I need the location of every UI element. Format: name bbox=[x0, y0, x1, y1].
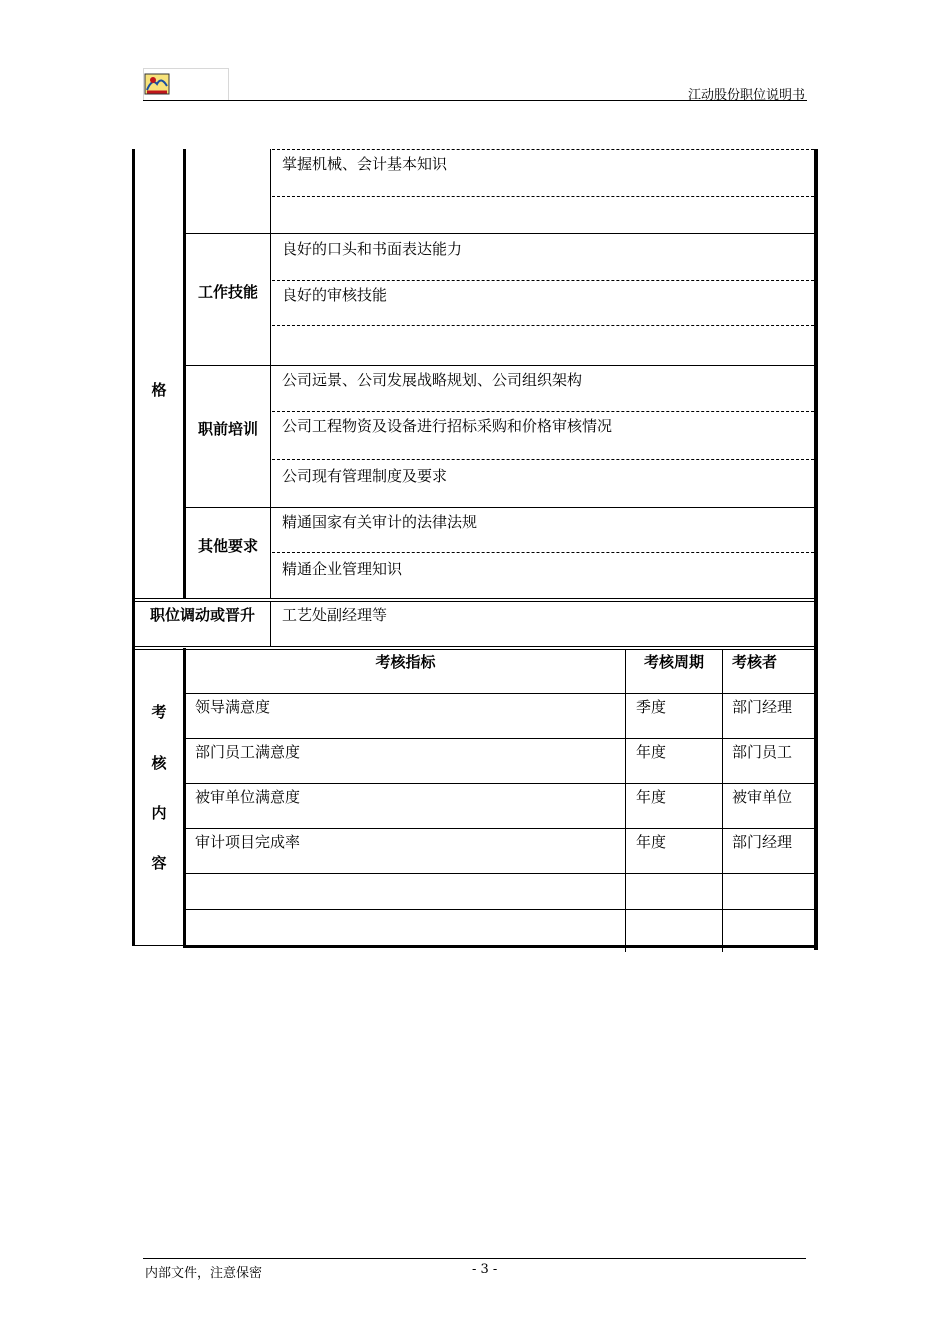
assessment-label-char: 考 bbox=[151, 703, 167, 721]
qualification-section-label: 格 bbox=[151, 381, 167, 399]
assessment-assessor: 部门员工 bbox=[732, 743, 793, 761]
promotion-label: 职位调动或晋升 bbox=[149, 606, 255, 624]
assessment-label-char: 容 bbox=[151, 854, 167, 872]
skills-label: 工作技能 bbox=[197, 283, 258, 301]
assessment-assessor: 部门经理 bbox=[732, 833, 793, 851]
assessment-label-char: 核 bbox=[151, 754, 167, 772]
indicator-header: 考核指标 bbox=[375, 653, 436, 671]
assessment-assessor: 被审单位 bbox=[732, 788, 793, 806]
page-number: - 3 - bbox=[472, 1262, 498, 1277]
header-rule bbox=[143, 100, 807, 101]
assessment-indicator: 领导满意度 bbox=[195, 698, 271, 716]
skill-item: 良好的口头和书面表达能力 bbox=[282, 240, 463, 258]
footer-rule bbox=[143, 1258, 806, 1259]
company-logo bbox=[143, 68, 229, 101]
assessment-label-char: 内 bbox=[151, 804, 167, 822]
assessment-indicator: 被审单位满意度 bbox=[195, 788, 301, 806]
training-label: 职前培训 bbox=[197, 420, 258, 438]
assessment-period: 年度 bbox=[636, 833, 667, 851]
document-title: 江动股份职位说明书 bbox=[687, 88, 805, 103]
company-logo-icon bbox=[144, 70, 172, 98]
assessment-indicator: 审计项目完成率 bbox=[195, 833, 301, 851]
training-item: 公司远景、公司发展战略规划、公司组织架构 bbox=[282, 371, 583, 389]
assessment-indicator: 部门员工满意度 bbox=[195, 743, 301, 761]
training-item: 公司现有管理制度及要求 bbox=[282, 467, 448, 485]
confidential-note: 内部文件，注意保密 bbox=[145, 1266, 263, 1281]
other-requirement-item: 精通企业管理知识 bbox=[282, 560, 403, 578]
other-requirement-item: 精通国家有关审计的法律法规 bbox=[282, 513, 478, 531]
assessment-period: 年度 bbox=[636, 743, 667, 761]
skill-item: 良好的审核技能 bbox=[282, 286, 388, 304]
promotion-value: 工艺处副经理等 bbox=[282, 606, 388, 624]
other-requirements-label: 其他要求 bbox=[197, 537, 258, 555]
period-header: 考核周期 bbox=[643, 653, 704, 671]
assessment-period: 季度 bbox=[636, 698, 667, 716]
assessor-header: 考核者 bbox=[732, 653, 778, 671]
knowledge-item: 掌握机械、会计基本知识 bbox=[282, 155, 448, 173]
assessment-assessor: 部门经理 bbox=[732, 698, 793, 716]
assessment-period: 年度 bbox=[636, 788, 667, 806]
training-item: 公司工程物资及设备进行招标采购和价格审核情况 bbox=[282, 417, 613, 435]
